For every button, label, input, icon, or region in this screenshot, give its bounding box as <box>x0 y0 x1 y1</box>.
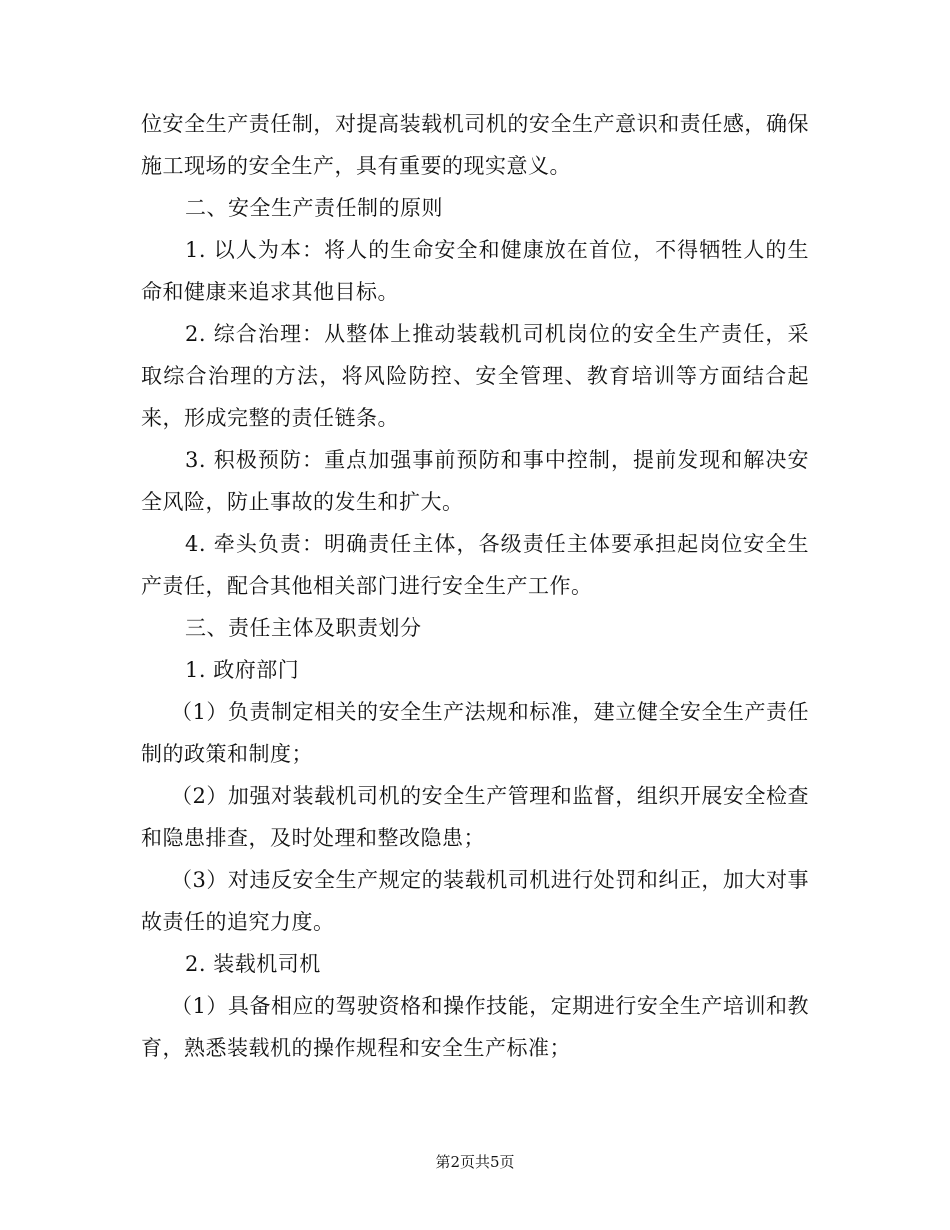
principle-item: 3. 积极预防：重点加强事前预防和事中控制，提前发现和解决安全风险，防止事故的发生和扩大。 <box>141 448 809 514</box>
page-number-footer: 第2页共5页 <box>435 1153 515 1171</box>
subsection-heading-government: 1. 政府部门 <box>185 658 300 682</box>
subsection-heading-loader-driver: 2. 装载机司机 <box>185 952 321 976</box>
section-heading-responsibilities: 三、责任主体及职责划分 <box>185 616 422 640</box>
duty-item: （3）对违反安全生产规定的装载机司机进行处罚和纠正，加大对事故责任的追究力度。 <box>141 868 809 934</box>
principle-item: 4. 牵头负责：明确责任主体，各级责任主体要承担起岗位安全生产责任，配合其他相关部门进行安全生产工作。 <box>141 532 809 598</box>
duty-item: （1）负责制定相关的安全生产法规和标准，建立健全安全生产责任制的政策和制度； <box>141 700 809 766</box>
paragraph-intro-continuation: 位安全生产责任制，对提高装载机司机的安全生产意识和责任感，确保施工现场的安全生产，具有重要的现实意义。 <box>141 112 809 178</box>
duty-item: （2）加强对装载机司机的安全生产管理和监督，组织开展安全检查和隐患排查，及时处理和整改隐患； <box>141 784 809 850</box>
duty-item: （1）具备相应的驾驶资格和操作技能，定期进行安全生产培训和教育，熟悉装载机的操作规程和安全生产标准； <box>141 994 809 1060</box>
principle-item: 2. 综合治理：从整体上推动装载机司机岗位的安全生产责任，采取综合治理的方法，将风险防控、安全管理、教育培训等方面结合起来，形成完整的责任链条。 <box>141 322 809 430</box>
document-body <box>141 103 809 1069</box>
section-heading-principles: 二、安全生产责任制的原则 <box>185 196 443 220</box>
principle-item: 1. 以人为本：将人的生命安全和健康放在首位，不得牺牲人的生命和健康来追求其他目标。 <box>141 238 809 304</box>
